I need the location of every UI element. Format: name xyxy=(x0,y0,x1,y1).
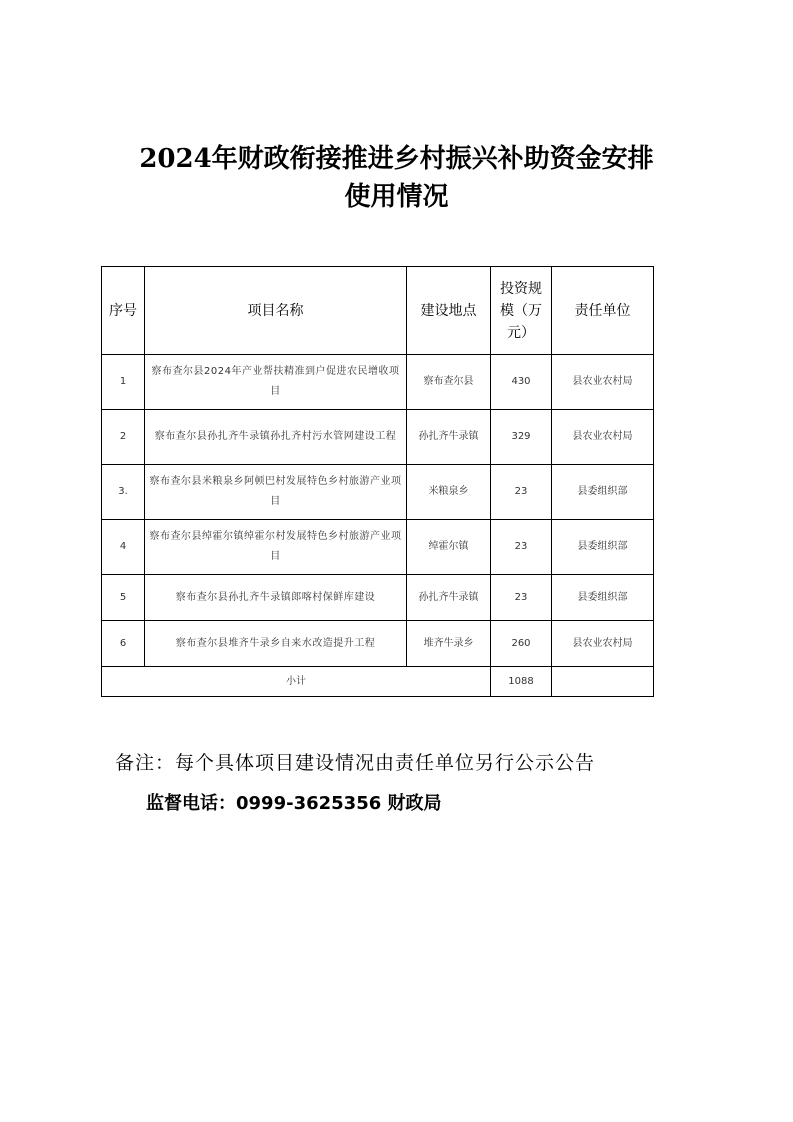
row-unit: 县农业农村局 xyxy=(552,410,654,465)
row-location: 孙扎齐牛录镇 xyxy=(407,410,491,465)
row-location: 米粮泉乡 xyxy=(407,465,491,520)
row-unit: 县农业农村局 xyxy=(552,355,654,410)
row-investment: 23 xyxy=(491,465,552,520)
table-row xyxy=(102,621,654,667)
row-unit: 县农业农村局 xyxy=(552,621,654,667)
row-name: 察布查尔县孙扎齐牛录镇孙扎齐村污水管网建设工程 xyxy=(145,410,407,465)
header-seq: 序号 xyxy=(102,267,145,355)
row-location: 孙扎齐牛录镇 xyxy=(407,575,491,621)
supervision-phone: 监督电话：0999-3625356 财政局 xyxy=(146,793,442,814)
row-seq: 6 xyxy=(102,621,145,667)
row-name: 察布查尔县绰霍尔镇绰霍尔村发展特色乡村旅游产业项目 xyxy=(145,520,407,575)
row-seq: 2 xyxy=(102,410,145,465)
document-title xyxy=(0,140,793,216)
row-unit: 县委组织部 xyxy=(552,575,654,621)
subtotal-label: 小计 xyxy=(102,667,491,697)
table-row xyxy=(102,410,654,465)
row-investment: 23 xyxy=(491,575,552,621)
row-location: 堆齐牛录乡 xyxy=(407,621,491,667)
remark-note: 备注：每个具体项目建设情况由责任单位另行公示公告 xyxy=(115,752,596,774)
subtotal-row xyxy=(102,667,654,697)
row-unit: 县委组织部 xyxy=(552,520,654,575)
row-location: 绰霍尔镇 xyxy=(407,520,491,575)
row-investment: 430 xyxy=(491,355,552,410)
fund-allocation-table xyxy=(101,266,654,697)
row-investment: 329 xyxy=(491,410,552,465)
row-name: 察布查尔县米粮泉乡阿顿巴村发展特色乡村旅游产业项目 xyxy=(145,465,407,520)
header-name: 项目名称 xyxy=(145,267,407,355)
table-row xyxy=(102,355,654,410)
row-name: 察布查尔县2024年产业帮扶精准到户促进农民增收项目 xyxy=(145,355,407,410)
table-row xyxy=(102,575,654,621)
table-header-row xyxy=(102,267,654,355)
subtotal-unit-empty xyxy=(552,667,654,697)
row-location: 察布查尔县 xyxy=(407,355,491,410)
table-row xyxy=(102,520,654,575)
row-name: 察布查尔县孙扎齐牛录镇郎喀村保鲜库建设 xyxy=(145,575,407,621)
title-line-1: 2024年财政衔接推进乡村振兴补助资金安排 xyxy=(139,144,654,174)
header-unit: 责任单位 xyxy=(552,267,654,355)
row-seq: 4 xyxy=(102,520,145,575)
row-seq: 3. xyxy=(102,465,145,520)
row-investment: 23 xyxy=(491,520,552,575)
subtotal-value: 1088 xyxy=(491,667,552,697)
row-investment: 260 xyxy=(491,621,552,667)
row-seq: 5 xyxy=(102,575,145,621)
row-unit: 县委组织部 xyxy=(552,465,654,520)
row-name: 察布查尔县堆齐牛录乡自来水改造提升工程 xyxy=(145,621,407,667)
table-row xyxy=(102,465,654,520)
row-seq: 1 xyxy=(102,355,145,410)
title-line-2: 使用情况 xyxy=(344,182,449,212)
header-location: 建设地点 xyxy=(407,267,491,355)
header-investment: 投资规模（万元） xyxy=(491,267,552,355)
